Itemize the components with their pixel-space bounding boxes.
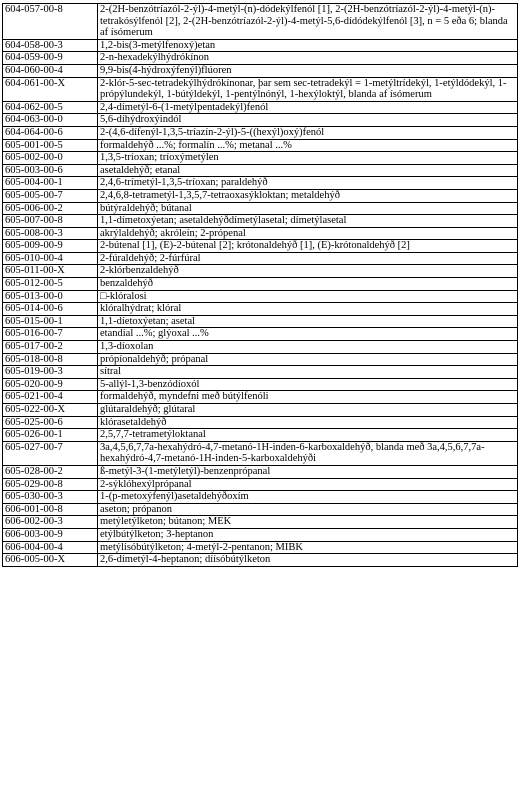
index-number-cell: 605-030-00-3 <box>3 491 98 504</box>
index-number-cell: 604-058-00-3 <box>3 39 98 52</box>
chemical-name-cell: aseton; própanon <box>98 503 518 516</box>
chemical-name-cell: metýletýlketon; bútanon; MEK <box>98 516 518 529</box>
substance-table-body <box>3 4 518 567</box>
index-number-cell: 605-013-00-0 <box>3 290 98 303</box>
table-row <box>3 328 518 341</box>
chemical-name-cell: sítral <box>98 366 518 379</box>
chemical-name-cell: 2,5,7,7-tetrametýloktanal <box>98 429 518 442</box>
chemical-name-cell: benzaldehýð <box>98 278 518 291</box>
table-row <box>3 391 518 404</box>
chemical-name-cell: akrýlaldehýð; akróleín; 2-própenal <box>98 227 518 240</box>
chemical-name-cell: 2-(4,6-dífenýl-1,3,5-tríazín-2-ýl)-5-((hexýl)oxý)fenól <box>98 126 518 139</box>
table-row <box>3 441 518 465</box>
chemical-name-cell: 5,6-díhýdroxýindól <box>98 114 518 127</box>
index-number-cell: 604-063-00-0 <box>3 114 98 127</box>
index-number-cell: 606-004-00-4 <box>3 541 98 554</box>
index-number-cell: 605-003-00-6 <box>3 164 98 177</box>
chemical-name-cell: 2-n-hexadekýlhýdrókínon <box>98 52 518 65</box>
table-row <box>3 189 518 202</box>
chemical-name-cell: 1,2-bis(3-metýlfenoxý)etan <box>98 39 518 52</box>
table-row <box>3 52 518 65</box>
chemical-name-cell: asetaldehýð; etanal <box>98 164 518 177</box>
table-row <box>3 240 518 253</box>
index-number-cell: 605-005-00-7 <box>3 189 98 202</box>
index-number-cell: 605-014-00-6 <box>3 303 98 316</box>
index-number-cell: 605-026-00-1 <box>3 429 98 442</box>
index-number-cell: 605-011-00-X <box>3 265 98 278</box>
table-row <box>3 516 518 529</box>
chemical-name-cell: 9,9-bis(4-hýdroxýfenýl)flúoren <box>98 64 518 77</box>
index-number-cell: 604-062-00-5 <box>3 101 98 114</box>
index-number-cell: 604-060-00-4 <box>3 64 98 77</box>
table-row <box>3 503 518 516</box>
index-number-cell: 605-021-00-4 <box>3 391 98 404</box>
index-number-cell: 605-001-00-5 <box>3 139 98 152</box>
chemical-name-cell: 2-klór-5-sec-tetradekýlhýdrókínonar, þar sem sec-tetradekýl = 1-metýltrídekýl, 1-etýldódekýl, 1-própýlundekýl, 1-bútýldekýl, 1-pentýlnónýl, 1-hexýloktýl, blanda af ísómerum <box>98 77 518 101</box>
table-row <box>3 353 518 366</box>
chemical-name-cell: formaldehýð, myndefni með bútýlfenóli <box>98 391 518 404</box>
table-row <box>3 126 518 139</box>
chemical-name-cell: 2-klórbenzaldehýð <box>98 265 518 278</box>
chemical-name-cell: metýlísóbútýlketon; 4-metýl-2-pentanon; MIBK <box>98 541 518 554</box>
index-number-cell: 605-012-00-5 <box>3 278 98 291</box>
table-row <box>3 265 518 278</box>
table-row <box>3 278 518 291</box>
table-row <box>3 4 518 40</box>
index-number-cell: 605-025-00-6 <box>3 416 98 429</box>
index-number-cell: 604-061-00-X <box>3 77 98 101</box>
table-row <box>3 478 518 491</box>
index-number-cell: 605-017-00-2 <box>3 341 98 354</box>
table-row <box>3 114 518 127</box>
chemical-name-cell: 2,6-dímetýl-4-heptanon; díísóbútýlketon <box>98 554 518 567</box>
index-number-cell: 605-010-00-4 <box>3 252 98 265</box>
table-row <box>3 303 518 316</box>
index-number-cell: 605-027-00-7 <box>3 441 98 465</box>
document-page <box>2 3 517 567</box>
index-number-cell: 605-015-00-1 <box>3 315 98 328</box>
index-number-cell: 606-002-00-3 <box>3 516 98 529</box>
chemical-name-cell: klóralhýdrat; klóral <box>98 303 518 316</box>
chemical-name-cell: 2-sýklóhexýlprópanal <box>98 478 518 491</box>
table-row <box>3 39 518 52</box>
index-number-cell: 605-019-00-3 <box>3 366 98 379</box>
chemical-name-cell: 2,4-dímetýl-6-(1-metýlpentadekýl)fenól <box>98 101 518 114</box>
substance-table <box>2 3 518 567</box>
index-number-cell: 606-003-00-9 <box>3 528 98 541</box>
index-number-cell: 605-020-00-9 <box>3 378 98 391</box>
chemical-name-cell: 1,1-díetoxýetan; asetal <box>98 315 518 328</box>
index-number-cell: 605-007-00-8 <box>3 215 98 228</box>
chemical-name-cell: bútýraldehýð; bútanal <box>98 202 518 215</box>
index-number-cell: 605-006-00-2 <box>3 202 98 215</box>
table-row <box>3 315 518 328</box>
chemical-name-cell: 1,1-dímetoxýetan; asetaldehýðdímetýlasetal; dímetýlasetal <box>98 215 518 228</box>
index-number-cell: 605-018-00-8 <box>3 353 98 366</box>
chemical-name-cell: glútaraldehýð; glútaral <box>98 404 518 417</box>
index-number-cell: 605-028-00-2 <box>3 465 98 478</box>
table-row <box>3 366 518 379</box>
table-row <box>3 202 518 215</box>
chemical-name-cell: própíonaldehýð; própanal <box>98 353 518 366</box>
index-number-cell: 604-057-00-8 <box>3 4 98 40</box>
index-number-cell: 606-005-00-X <box>3 554 98 567</box>
table-row <box>3 177 518 190</box>
index-number-cell: 605-002-00-0 <box>3 152 98 165</box>
index-number-cell: 606-001-00-8 <box>3 503 98 516</box>
table-row <box>3 164 518 177</box>
table-row <box>3 541 518 554</box>
chemical-name-cell: etýlbútýlketon; 3-heptanon <box>98 528 518 541</box>
table-row <box>3 64 518 77</box>
chemical-name-cell: 2,4,6,8-tetrametýl-1,3,5,7-tetraoxasýkloktan; metaldehýð <box>98 189 518 202</box>
table-row <box>3 528 518 541</box>
index-number-cell: 605-008-00-3 <box>3 227 98 240</box>
chemical-name-cell: 2-fúraldehýð; 2-fúrfúral <box>98 252 518 265</box>
chemical-name-cell: ß-metýl-3-(1-metýletýl)-benzenprópanal <box>98 465 518 478</box>
table-row <box>3 77 518 101</box>
table-row <box>3 215 518 228</box>
table-row <box>3 290 518 303</box>
chemical-name-cell: 3a,4,5,6,7,7a-hexahýdró-4,7-metanó-1H-inden-6-karboxaldehýð, blanda með 3a,4,5,6,7,7a-hexahýdró-4,7-metanó-1H-inden-5-karboxaldehýði <box>98 441 518 465</box>
index-number-cell: 605-004-00-1 <box>3 177 98 190</box>
table-row <box>3 416 518 429</box>
table-row <box>3 252 518 265</box>
table-row <box>3 404 518 417</box>
index-number-cell: 605-029-00-8 <box>3 478 98 491</box>
chemical-name-cell: klórasetaldehýð <box>98 416 518 429</box>
index-number-cell: 605-022-00-X <box>3 404 98 417</box>
index-number-cell: 605-009-00-9 <box>3 240 98 253</box>
chemical-name-cell: 1-(p-metoxýfenýl)asetaldehýðoxím <box>98 491 518 504</box>
chemical-name-cell: formaldehýð ...%; formalín ...%; metanal ...% <box>98 139 518 152</box>
table-row <box>3 429 518 442</box>
table-row <box>3 139 518 152</box>
table-row <box>3 152 518 165</box>
index-number-cell: 604-064-00-6 <box>3 126 98 139</box>
chemical-name-cell: etandíal ...%; glýoxal ...% <box>98 328 518 341</box>
chemical-name-cell: 2,4,6-trímetýl-1,3,5-tríoxan; paraldehýð <box>98 177 518 190</box>
table-row <box>3 227 518 240</box>
table-row <box>3 378 518 391</box>
chemical-name-cell: □-klóralosi <box>98 290 518 303</box>
chemical-name-cell: 2-(2H-benzótríazól-2-ýl)-4-metýl-(n)-dódekýlfenól [1], 2-(2H-benzótríazól-2-ýl)-4-metýl-(n)-tetrakósýlfenól [2], 2-(2H-benzótríazól-2-ýl)-4-metýl-5,6-dídódekýlfenól [3], n = 5 eða 6; blanda af ísómerum <box>98 4 518 40</box>
chemical-name-cell: 1,3-díoxolan <box>98 341 518 354</box>
table-row <box>3 341 518 354</box>
chemical-name-cell: 5-allýl-1,3-benzódíoxól <box>98 378 518 391</box>
chemical-name-cell: 1,3,5-tríoxan; tríoxýmetýlen <box>98 152 518 165</box>
index-number-cell: 605-016-00-7 <box>3 328 98 341</box>
index-number-cell: 604-059-00-9 <box>3 52 98 65</box>
table-row <box>3 465 518 478</box>
table-row <box>3 554 518 567</box>
chemical-name-cell: 2-bútenal [1], (E)-2-bútenal [2]; krótonaldehýð [1], (E)-krótonaldehýð [2] <box>98 240 518 253</box>
table-row <box>3 491 518 504</box>
table-row <box>3 101 518 114</box>
